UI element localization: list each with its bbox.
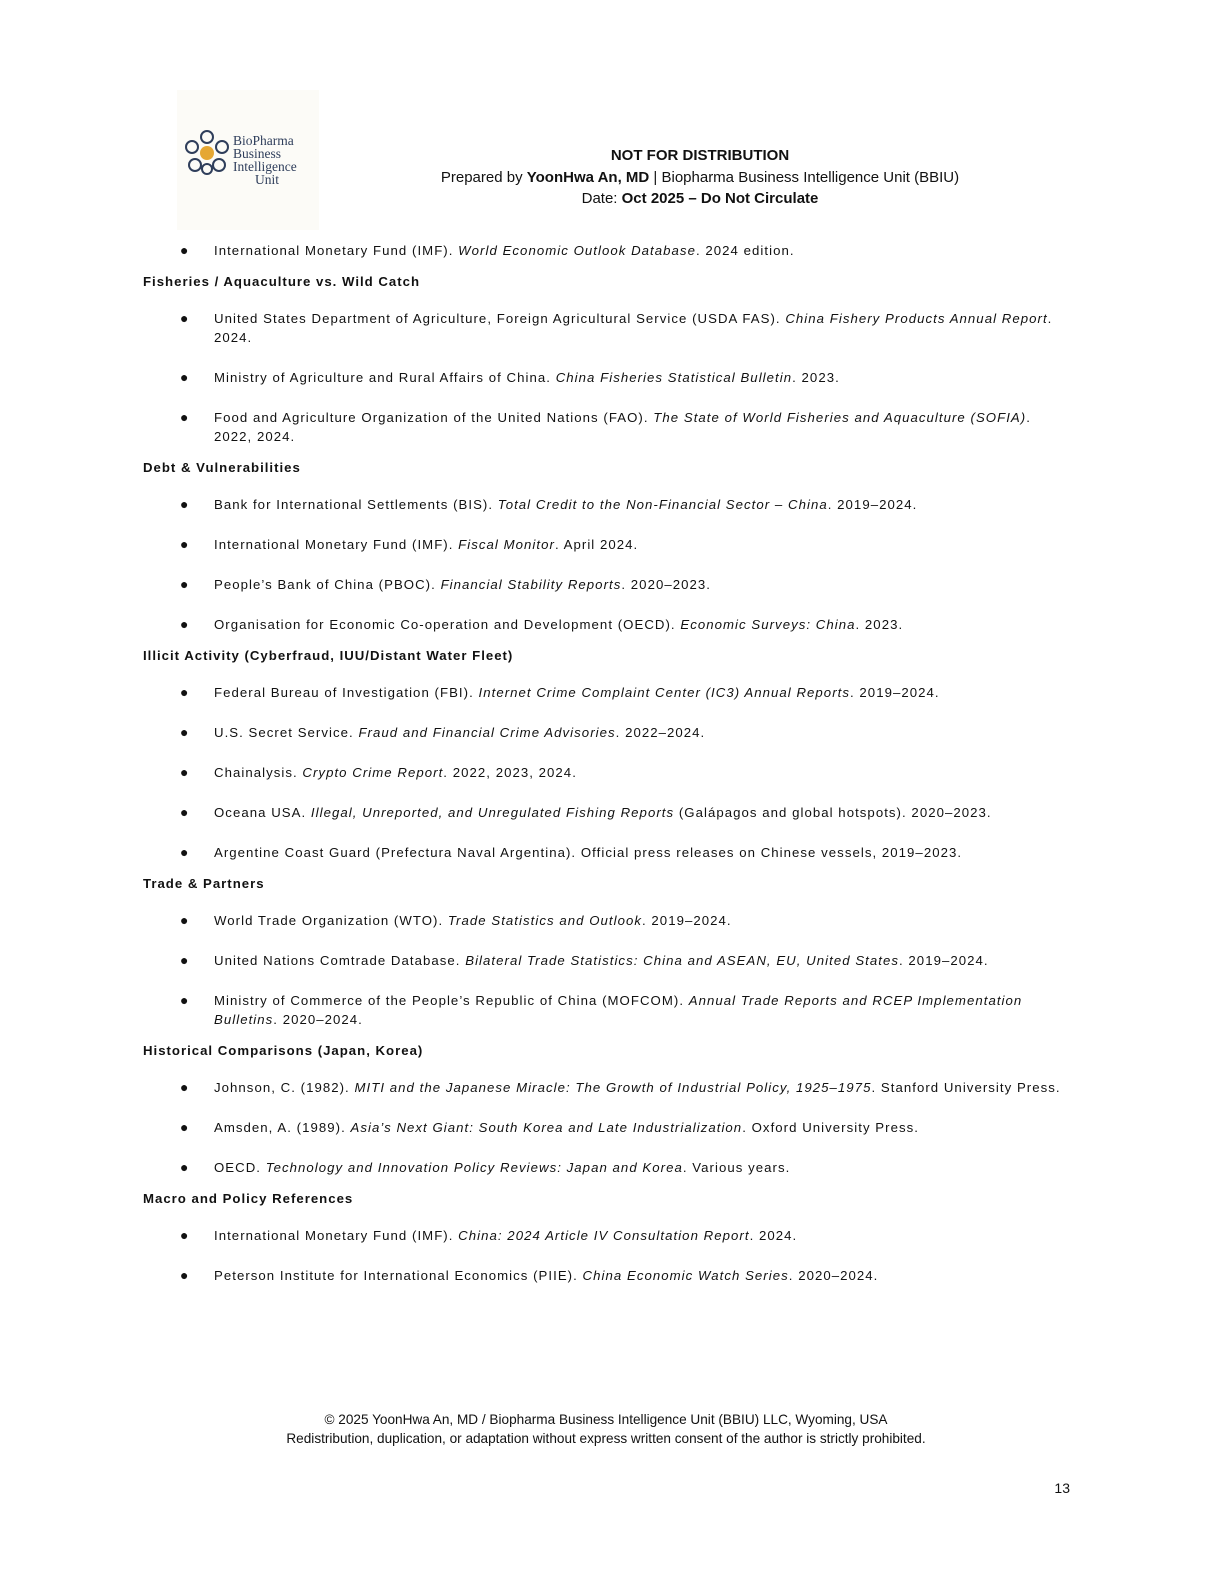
reference-title: Bilateral Trade Statistics: China and ASEAN, EU, United States [465,953,899,968]
section-heading: Debt & Vulnerabilities [143,460,301,475]
reference-text: . 2019–2024. [899,953,989,968]
reference-section [143,874,1063,1029]
reference-list [143,241,1063,1297]
bullet-icon: ● [180,310,190,326]
prepared-by-line: Prepared by YoonHwa An, MD | Biopharma Business Intelligence Unit (BBIU) [440,168,960,186]
reference-text: . 2020–2024. [788,1268,879,1283]
list-item [143,1118,1063,1137]
section-heading: Trade & Partners [143,876,265,891]
list-item [143,991,1063,1029]
list-item [143,309,1063,347]
bullet-icon: ● [180,536,190,552]
bullet-icon: ● [180,616,190,632]
reference-text: . Various years. [682,1160,791,1175]
section-heading: Fisheries / Aquaculture vs. Wild Catch [143,274,421,289]
redistribution-notice: Redistribution, duplication, or adaptation without express written consent of the author is strictly prohibited. [286,1431,926,1446]
reference-title: Trade Statistics and Outlook [447,913,642,928]
reference-text: . 2023. [855,617,904,632]
bullet-icon: ● [180,369,190,385]
bullet-icon: ● [180,952,190,968]
bullet-icon: ● [180,724,190,740]
date-line: Date: Oct 2025 – Do Not Circulate [581,190,819,207]
bullet-icon: ● [180,684,190,700]
reference-title: China Fishery Products Annual Report [785,311,1048,326]
reference-title: China Economic Watch Series [582,1268,789,1283]
reference-text: Food and Agriculture Organization of the United Nations (FAO). [214,410,654,425]
logo-emblem-icon [181,130,233,176]
reference-text: (Galápagos and global hotspots). 2020–2023. [674,805,992,820]
list-item [143,575,1063,594]
bullet-icon: ● [180,1159,190,1175]
reference-title: Crypto Crime Report [302,765,444,780]
reference-text: . 2024. [749,1228,798,1243]
section-heading: Illicit Activity (Cyberfraud, IUU/Distant Water Fleet) [143,648,514,663]
list-item [143,843,1063,862]
reference-text: . 2019–2024. [642,913,732,928]
page-number: 13 [1054,1480,1070,1496]
reference-text: People’s Bank of China (PBOC). [214,577,441,592]
reference-title: Economic Surveys: China [680,617,856,632]
bullet-icon: ● [180,576,190,592]
list-item: ● International Monetary Fund (IMF). World Economic Outlook Database. 2024 edition. [180,242,795,258]
reference-text: Argentine Coast Guard (Prefectura Naval Argentina). Official press releases on Chinese vessels, 2019–2023. [214,845,963,860]
reference-text: Oceana USA. [214,805,311,820]
bullet-icon: ● [180,496,190,512]
reference-text: . 2019–2024. [827,497,918,512]
list-item [143,723,1063,742]
reference-text: . 2019–2024. [850,685,940,700]
reference-title: Annual Trade Reports and RCEP Implementation Bulletins [214,993,1023,1027]
page-header [380,145,1020,210]
reference-title: MITI and the Japanese Miracle: The Growth of Industrial Policy, 1925–1975 [354,1080,872,1095]
reference-text: . 2024. [214,311,1053,345]
bullet-icon: ● [180,1227,190,1243]
list-item [143,535,1063,554]
reference-text: . 2023. [792,370,840,385]
list-item [143,803,1063,822]
reference-text: Organisation for Economic Co-operation and Development (OECD). [214,617,681,632]
reference-text: . 2020–2023. [621,577,711,592]
reference-title: Fiscal Monitor [458,537,555,552]
bullet-icon: ● [180,804,190,820]
reference-section [143,1189,1063,1285]
list-item [143,1266,1063,1285]
reference-text: Chainalysis. [214,765,303,780]
bullet-icon: ● [180,1079,190,1095]
reference-text: . April 2024. [554,537,639,552]
reference-text: International Monetary Fund (IMF). [214,1228,459,1243]
logo [177,90,319,230]
reference-text: Peterson Institute for International Economics (PIIE). [214,1268,583,1283]
reference-section [143,646,1063,862]
list-item [143,911,1063,930]
reference-text: . 2022, 2023, 2024. [443,765,577,780]
list-item [143,1078,1063,1097]
reference-title: China: 2024 Article IV Consultation Report [458,1228,750,1243]
reference-title: Illegal, Unreported, and Unregulated Fishing Reports [310,805,675,820]
reference-section [143,1041,1063,1177]
reference-title: Fraud and Financial Crime Advisories [358,725,616,740]
reference-section [143,272,1063,446]
bullet-icon: ● [180,912,190,928]
reference-title: Technology and Innovation Policy Reviews: Japan and Korea [265,1160,683,1175]
reference-text: . Stanford University Press. [871,1080,1061,1095]
reference-title: Internet Crime Complaint Center (IC3) Annual Reports [478,685,850,700]
reference-text: . 2020–2024. [273,1012,363,1027]
reference-text: Federal Bureau of Investigation (FBI). [214,685,479,700]
list-item [143,951,1063,970]
bullet-icon: ● [180,1267,190,1283]
list-item [143,615,1063,634]
reference-title: China Fisheries Statistical Bulletin [555,370,793,385]
reference-text: Ministry of Commerce of the People’s Republic of China (MOFCOM). [214,993,689,1008]
bullet-icon: ● [180,992,190,1008]
reference-title: Asia’s Next Giant: South Korea and Late Industrialization [350,1120,743,1135]
reference-text: OECD. [214,1160,266,1175]
reference-text: U.S. Secret Service. [214,725,359,740]
reference-text: Amsden, A. (1989). [214,1120,351,1135]
reference-text: . Oxford University Press. [742,1120,919,1135]
list-item [143,495,1063,514]
page-footer [200,1410,1012,1448]
reference-text: United States Department of Agriculture, Foreign Agricultural Service (USDA FAS). [214,311,786,326]
list-item [143,368,1063,387]
reference-title: Financial Stability Reports [440,577,622,592]
bullet-icon: ● [180,764,190,780]
bullet-icon: ● [180,409,190,425]
reference-text: Ministry of Agriculture and Rural Affairs of China. [214,370,556,385]
reference-text: International Monetary Fund (IMF). [214,537,459,552]
section-heading: Macro and Policy References [143,1191,354,1206]
reference-text: Johnson, C. (1982). [214,1080,355,1095]
list-item [143,1158,1063,1177]
reference-text: . 2022, 2024. [214,410,1031,444]
reference-title: The State of World Fisheries and Aquaculture (SOFIA) [653,410,1027,425]
bullet-icon: ● [180,242,190,258]
reference-section [143,458,1063,634]
list-item [143,408,1063,446]
copyright-line: © 2025 YoonHwa An, MD / Biopharma Business Intelligence Unit (BBIU) LLC, Wyoming, USA [324,1412,888,1427]
reference-text: Bank for International Settlements (BIS). [214,497,498,512]
list-item [143,683,1063,702]
bullet-icon: ● [180,1119,190,1135]
list-item [143,1226,1063,1245]
bullet-icon: ● [180,844,190,860]
reference-title: Total Credit to the Non-Financial Sector – China [497,497,828,512]
logo-wordmark: BioPharma Business Intelligence Unit [233,133,297,187]
reference-text: . 2022–2024. [615,725,706,740]
list-item [143,763,1063,782]
section-heading: Historical Comparisons (Japan, Korea) [143,1043,424,1058]
reference-text: World Trade Organization (WTO). [214,913,448,928]
distribution-notice: NOT FOR DISTRIBUTION [610,147,790,164]
reference-text: United Nations Comtrade Database. [214,953,466,968]
